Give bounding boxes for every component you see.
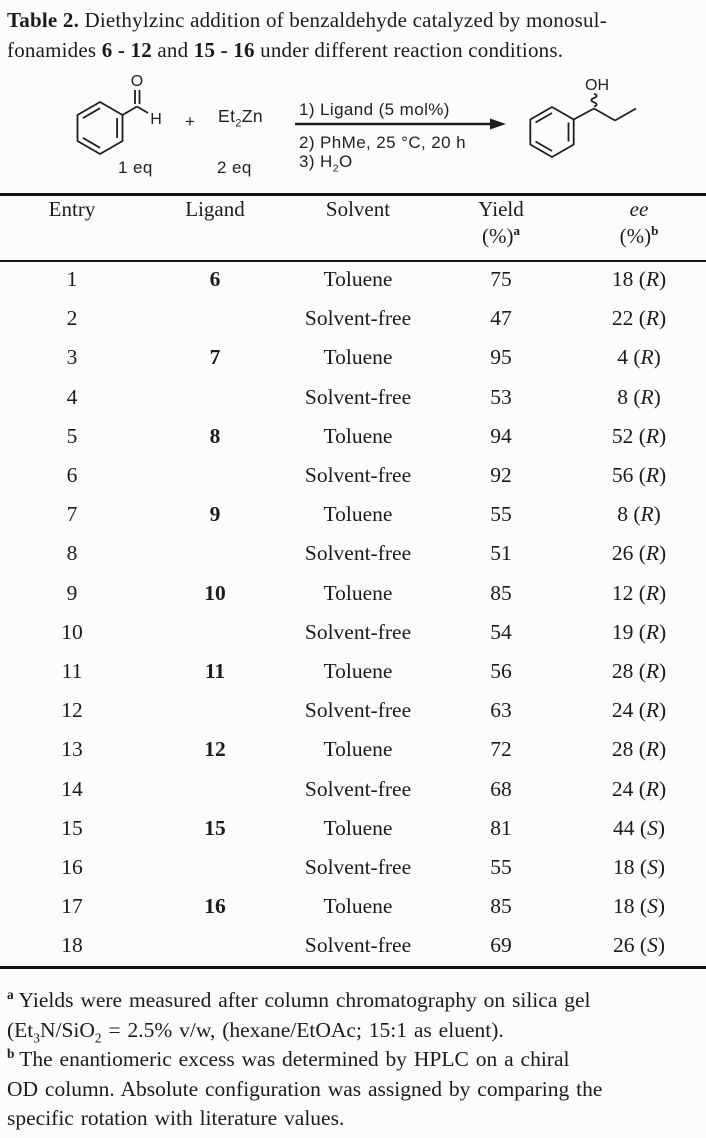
yield-cell: 51 xyxy=(490,541,512,566)
table-row xyxy=(0,574,706,613)
solvent-cell: Toluene xyxy=(323,658,393,683)
entry-cell: 6 xyxy=(66,463,78,488)
entry-cell: 10 xyxy=(61,619,83,644)
entry-cell: 16 xyxy=(61,854,83,879)
ee-cell: 56 (R) xyxy=(611,463,667,488)
reaction-scheme-drawing xyxy=(0,63,706,193)
yield-cell: 94 xyxy=(490,423,512,448)
table-footnotes xyxy=(7,986,701,1134)
ligand-cell xyxy=(144,613,286,652)
entry-cell: 5 xyxy=(66,423,78,448)
ligand-cell xyxy=(144,299,286,338)
solvent-cell: Solvent-free xyxy=(304,306,412,331)
yield-cell: 56 xyxy=(490,658,512,683)
entry-cell: 8 xyxy=(66,541,78,566)
solvent-cell: Solvent-free xyxy=(304,619,412,644)
ligand-cell xyxy=(144,691,286,730)
yield-cell: 55 xyxy=(490,854,512,879)
product-structure xyxy=(530,77,636,157)
ligand-cell: 12 xyxy=(204,737,226,762)
table-row xyxy=(0,691,706,730)
solvent-cell: Toluene xyxy=(323,894,393,919)
entry-cell: 12 xyxy=(61,698,83,723)
aldehyde-h-label: H xyxy=(150,111,162,128)
entry-cell: 11 xyxy=(61,658,83,683)
ligand-cell: 10 xyxy=(204,580,226,605)
ee-cell: 24 (R) xyxy=(611,698,667,723)
header-solvent: Solvent xyxy=(325,197,391,221)
solvent-cell: Toluene xyxy=(323,737,393,762)
ee-cell: 24 (R) xyxy=(611,776,667,801)
table-row xyxy=(0,848,706,887)
solvent-cell: Solvent-free xyxy=(304,933,412,958)
table-row xyxy=(0,378,706,417)
ee-cell: 4 (R) xyxy=(617,345,661,370)
diethylzinc-formula: $Et_2Zn$ xyxy=(218,106,264,130)
table-header xyxy=(0,196,706,260)
table-row xyxy=(0,417,706,456)
header-ee: ee (%)$^b$ xyxy=(619,197,659,248)
solvent-cell: Solvent-free xyxy=(304,698,412,723)
ligand-cell xyxy=(144,378,286,417)
ee-cell: 28 (R) xyxy=(611,737,667,762)
table-row xyxy=(0,769,706,808)
entry-cell: 14 xyxy=(61,776,83,801)
table-row xyxy=(0,260,706,299)
ligand-cell: 16 xyxy=(204,894,226,919)
ligand-cell: 11 xyxy=(204,658,226,683)
yield-cell: 85 xyxy=(490,894,512,919)
yield-cell: 72 xyxy=(490,737,512,762)
reaction-arrow xyxy=(295,119,506,130)
entry-cell: 1 xyxy=(66,267,78,292)
yield-cell: 55 xyxy=(490,502,512,527)
solvent-cell: Toluene xyxy=(323,267,393,292)
ligand-cell xyxy=(144,926,286,965)
yield-cell: 75 xyxy=(490,267,512,292)
table-row xyxy=(0,926,706,965)
ee-cell: 18 (R) xyxy=(611,267,667,292)
yield-cell: 85 xyxy=(490,580,512,605)
header-ligand: Ligand xyxy=(185,197,245,221)
footnote-a: $^a$ Yields were measured after column chromatography on silica gel ($Et_3N/SiO_2 = 2.5\%$ v/w, (hexane/EtOAc; 15:1 as eluent). xyxy=(7,986,591,1045)
table-row xyxy=(0,730,706,769)
solvent-cell: Solvent-free xyxy=(304,854,412,879)
solvent-cell: Solvent-free xyxy=(304,776,412,801)
results-table xyxy=(0,196,706,965)
product-oh-label: OH xyxy=(585,77,609,94)
yield-cell: 53 xyxy=(490,384,512,409)
ligand-cell: 8 xyxy=(209,423,221,448)
reaction-scheme xyxy=(0,63,706,193)
solvent-cell: Solvent-free xyxy=(304,541,412,566)
yield-cell: 95 xyxy=(490,345,512,370)
entry-cell: 3 xyxy=(66,345,78,370)
ligand-cell: 9 xyxy=(209,502,221,527)
header-yield: Yield (%)$^a$ xyxy=(478,197,524,248)
condition-line-2: 2) PhMe, 25 °C, 20 h xyxy=(299,133,466,152)
solvent-cell: Solvent-free xyxy=(304,463,412,488)
entry-cell: 13 xyxy=(61,737,83,762)
footnote-b: $^b$ The enantiomeric excess was determined by HPLC on a chiral OD column. Absolute configuration was assigned by comparing the specific rotation with literature values. xyxy=(7,1045,603,1130)
ee-cell: 19 (R) xyxy=(611,619,667,644)
header-entry: Entry xyxy=(48,197,96,221)
entry-cell: 15 xyxy=(61,815,83,840)
ee-cell: 8 (R) xyxy=(617,502,661,527)
solvent-cell: Toluene xyxy=(323,815,393,840)
diethylzinc-equivalents-label: 2 eq xyxy=(217,158,252,177)
yield-cell: 47 xyxy=(490,306,512,331)
yield-cell: 68 xyxy=(490,776,512,801)
stereo-wavy-bond xyxy=(591,94,596,107)
solvent-cell: Toluene xyxy=(323,502,393,527)
table-row xyxy=(0,613,706,652)
ee-cell: 18 (S) xyxy=(613,854,665,879)
table-row xyxy=(0,534,706,573)
carbonyl-o-label: O xyxy=(130,73,144,90)
ligand-cell: 15 xyxy=(204,815,226,840)
ligand-cell: 7 xyxy=(209,345,221,370)
yield-cell: 92 xyxy=(490,463,512,488)
ee-cell: 52 (R) xyxy=(611,423,667,448)
benzaldehyde-equivalents-label: 1 eq xyxy=(118,158,153,177)
entry-cell: 18 xyxy=(61,933,83,958)
ee-cell: 18 (S) xyxy=(613,894,665,919)
ligand-cell: 6 xyxy=(209,267,221,292)
entry-cell: 17 xyxy=(61,894,83,919)
table-body xyxy=(0,260,706,965)
entry-cell: 9 xyxy=(66,580,78,605)
yield-cell: 54 xyxy=(490,619,512,644)
table-row xyxy=(0,299,706,338)
yield-cell: 81 xyxy=(490,815,512,840)
table-row xyxy=(0,887,706,926)
table-row xyxy=(0,809,706,848)
benzaldehyde-structure xyxy=(78,73,162,154)
ligand-cell xyxy=(144,456,286,495)
solvent-cell: Toluene xyxy=(323,345,393,370)
yield-cell: 69 xyxy=(490,933,512,958)
ee-cell: 26 (S) xyxy=(613,933,665,958)
ee-cell: 22 (R) xyxy=(611,306,667,331)
table-row xyxy=(0,652,706,691)
entry-cell: 7 xyxy=(66,502,78,527)
solvent-cell: Toluene xyxy=(323,580,393,605)
solvent-cell: Toluene xyxy=(323,423,393,448)
ee-cell: 26 (R) xyxy=(611,541,667,566)
solvent-cell: Solvent-free xyxy=(304,384,412,409)
condition-line-3: 3) $H_2O$ xyxy=(299,152,353,175)
table-row xyxy=(0,495,706,534)
entry-cell: 4 xyxy=(66,384,78,409)
ligand-cell xyxy=(144,769,286,808)
table-row xyxy=(0,456,706,495)
table-caption: Table 2. Diethylzinc addition of benzaldehyde catalyzed by monosul- fonamides 6 - 12 and 15 - 16 under different reaction conditions. xyxy=(7,8,607,62)
condition-line-1: 1) Ligand (5 mol%) xyxy=(299,100,450,119)
ee-cell: 28 (R) xyxy=(611,658,667,683)
ee-cell: 8 (R) xyxy=(617,384,661,409)
plus-sign: + xyxy=(185,112,196,131)
ee-cell: 12 (R) xyxy=(611,580,667,605)
ligand-cell xyxy=(144,848,286,887)
ee-cell: 44 (S) xyxy=(613,815,665,840)
table-row xyxy=(0,338,706,377)
table-bottom-rule xyxy=(0,966,706,969)
entry-cell: 2 xyxy=(66,306,78,331)
yield-cell: 63 xyxy=(490,698,512,723)
ligand-cell xyxy=(144,534,286,573)
